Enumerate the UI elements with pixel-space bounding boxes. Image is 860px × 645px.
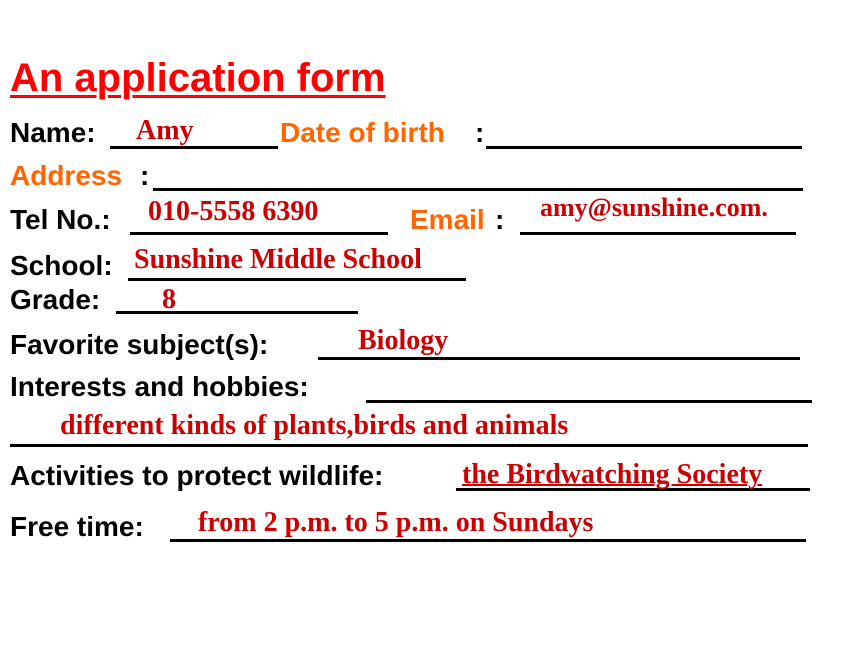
name-label: Name: bbox=[10, 117, 96, 148]
favorite-subjects-underline bbox=[318, 357, 800, 360]
favorite-subjects-value[interactable]: Biology bbox=[358, 325, 449, 356]
free-time-underline bbox=[170, 539, 806, 542]
email-label: Email bbox=[410, 204, 485, 235]
date-of-birth-underline bbox=[486, 146, 802, 149]
school-value[interactable]: Sunshine Middle School bbox=[134, 244, 422, 275]
name-underline bbox=[110, 146, 278, 149]
grade-label: Grade: bbox=[10, 284, 101, 315]
interests-value[interactable]: different kinds of plants,birds and animals bbox=[60, 410, 569, 441]
school-label: School: bbox=[10, 250, 113, 281]
form-title: An application form bbox=[10, 56, 386, 100]
address-underline bbox=[153, 188, 803, 191]
interests-underline bbox=[366, 400, 812, 403]
address-label: Address bbox=[10, 160, 123, 191]
interests-label: Interests and hobbies: bbox=[10, 371, 309, 402]
tel-label: Tel No.: bbox=[10, 204, 111, 235]
tel-value[interactable]: 010-5558 6390 bbox=[148, 196, 319, 227]
grade-value[interactable]: 8 bbox=[162, 284, 176, 315]
free-time-value[interactable]: from 2 p.m. to 5 p.m. on Sundays bbox=[198, 507, 594, 538]
email-underline bbox=[520, 232, 796, 235]
email-value[interactable]: amy@sunshine.com. bbox=[540, 193, 768, 222]
date-of-birth-colon: : bbox=[475, 117, 485, 148]
free-time-label: Free time: bbox=[10, 511, 144, 542]
tel-underline bbox=[130, 232, 388, 235]
email-colon: : bbox=[495, 204, 505, 235]
activities-value[interactable]: the Birdwatching Society bbox=[462, 459, 763, 490]
activities-label: Activities to protect wildlife: bbox=[10, 460, 384, 491]
address-colon: : bbox=[140, 160, 150, 191]
name-value[interactable]: Amy bbox=[136, 115, 194, 146]
school-underline bbox=[128, 278, 466, 281]
date-of-birth-label: Date of birth bbox=[280, 117, 445, 148]
grade-underline bbox=[116, 311, 358, 314]
interests-underline-second bbox=[10, 444, 808, 447]
favorite-subjects-label: Favorite subject(s): bbox=[10, 329, 269, 360]
